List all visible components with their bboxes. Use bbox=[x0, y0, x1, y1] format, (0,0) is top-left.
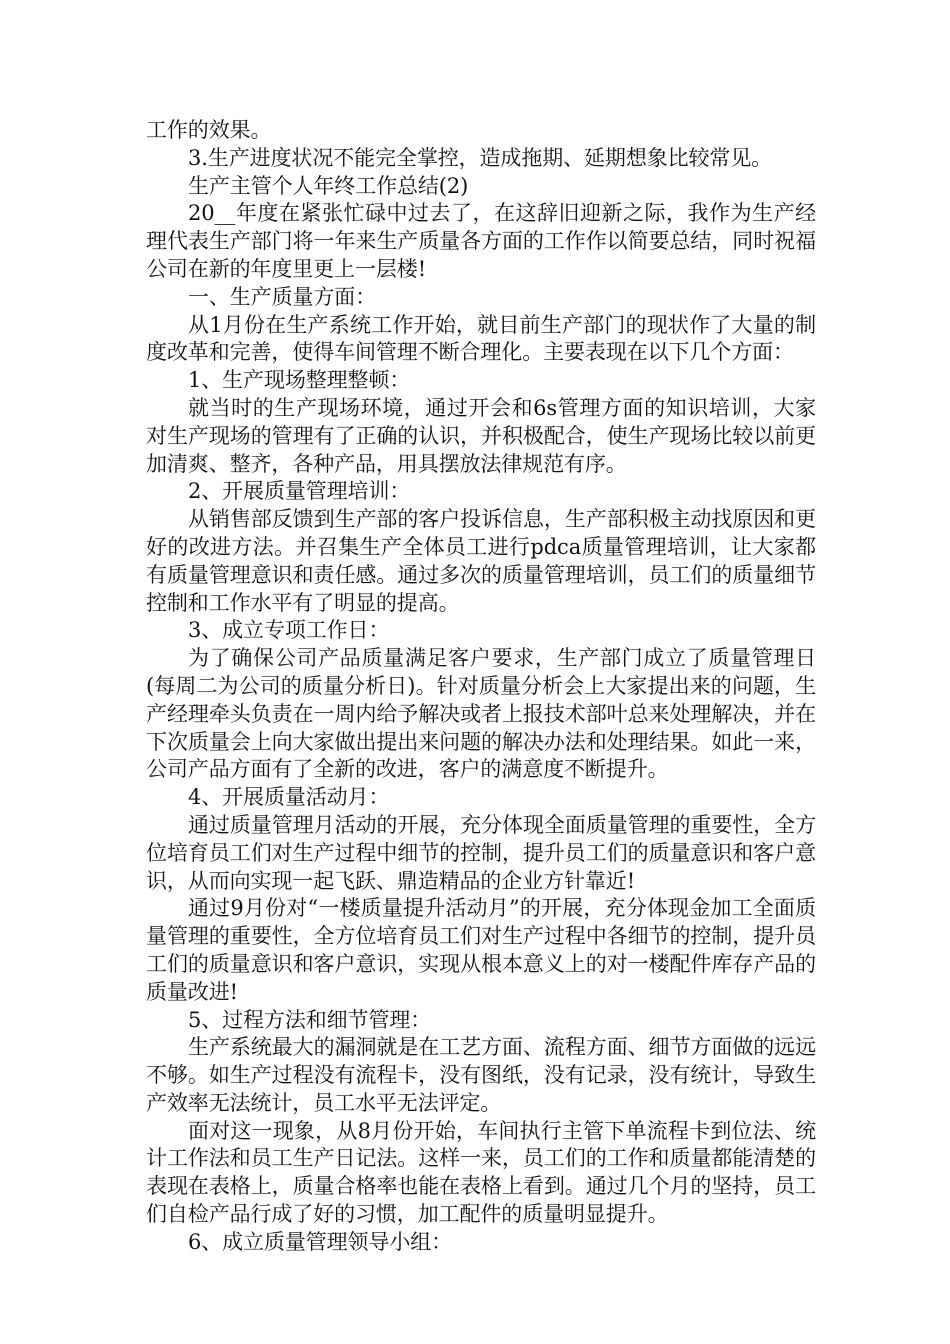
paragraph: 就当时的生产现场环境，通过开会和6s管理方面的知识培训，大家对生产现场的管理有了正确的认识，并积极配合，使生产现场比较以前更加清爽、整齐，各种产品，用具摆放法律规范有序。 bbox=[146, 395, 816, 476]
section-title: 生产主管个人年终工作总结(2) bbox=[188, 173, 469, 198]
paragraph: 面对这一现象，从8月份开始，车间执行主管下单流程卡到位法、统计工作法和员工生产日记法。这样一来，员工们的工作和质量都能清楚的表现在表格上，质量合格率也能在表格上看到。通过几个月的坚持，员工们自检产品行成了好的习惯，加工配件的质量明显提升。 bbox=[146, 1118, 816, 1227]
subheading: 3、成立专项工作日： bbox=[188, 618, 390, 643]
subheading: 4、开展质量活动月： bbox=[188, 785, 390, 810]
subheading: 2、开展质量管理培训： bbox=[188, 479, 411, 504]
paragraph: 从1月份在生产系统工作开始，就目前生产部门的现状作了大量的制度改革和完善，使得车间管理不断合理化。主要表现在以下几个方面： bbox=[146, 312, 816, 365]
subheading: 1、生产现场整理整顿： bbox=[188, 368, 411, 393]
paragraph: 从销售部反馈到生产部的客户投诉信息，生产部积极主动找原因和更好的改进方法。并召集生产全体员工进行pdca质量管理培训，让大家都有质量管理意识和责任感。通过多次的质量管理培训，员工们的质量细节控制和工作水平有了明显的提高。 bbox=[146, 507, 816, 615]
subheading: 6、成立质量管理领导小组： bbox=[188, 1229, 453, 1254]
paragraph: 生产系统最大的漏洞就是在工艺方面、流程方面、细节方面做的远远不够。如生产过程没有流程卡，没有图纸，没有记录，没有统计，导致生产效率无法统计，员工水平无法评定。 bbox=[146, 1035, 816, 1115]
document-body bbox=[146, 117, 816, 1257]
subheading: 5、过程方法和细节管理： bbox=[188, 1007, 432, 1032]
paragraph: 通过9月份对“一楼质量提升活动月”的开展，充分体现金加工全面质量管理的重要性，全方位培育员工们对生产过程中各细节的控制，提升员工们的质量意识和客户意识，实现从根本意义上的对一楼配件库存产品的质量改进! bbox=[146, 896, 816, 1004]
heading: 一、生产质量方面： bbox=[188, 284, 377, 309]
paragraph: 3.生产进度状况不能完全掌控，造成拖期、延期想象比较常见。 bbox=[188, 145, 773, 170]
paragraph: 工作的效果。 bbox=[146, 118, 272, 142]
paragraph: 通过质量管理月活动的开展，充分体现全面质量管理的重要性，全方位培育员工们对生产过程中细节的控制，提升员工们的质量意识和客户意识，从而向实现一起飞跃、鼎造精品的企业方针靠近! bbox=[146, 812, 816, 893]
paragraph: 20__年度在紧张忙碌中过去了，在这辞旧迎新之际，我作为生产经理代表生产部门将一年来生产质量各方面的工作作以简要总结，同时祝福公司在新的年度里更上一层楼! bbox=[146, 201, 816, 281]
paragraph: 为了确保公司产品质量满足客户要求，生产部门成立了质量管理日(每周二为公司的质量分析日)。针对质量分析会上大家提出来的问题，生产经理牵头负责在一周内给予解决或者上报技术部叶总来处理解决，并在下次质量会上向大家做出提出来问题的解决办法和处理结果。如此一来，公司产品方面有了全新的改进，客户的满意度不断提升。 bbox=[146, 646, 816, 782]
